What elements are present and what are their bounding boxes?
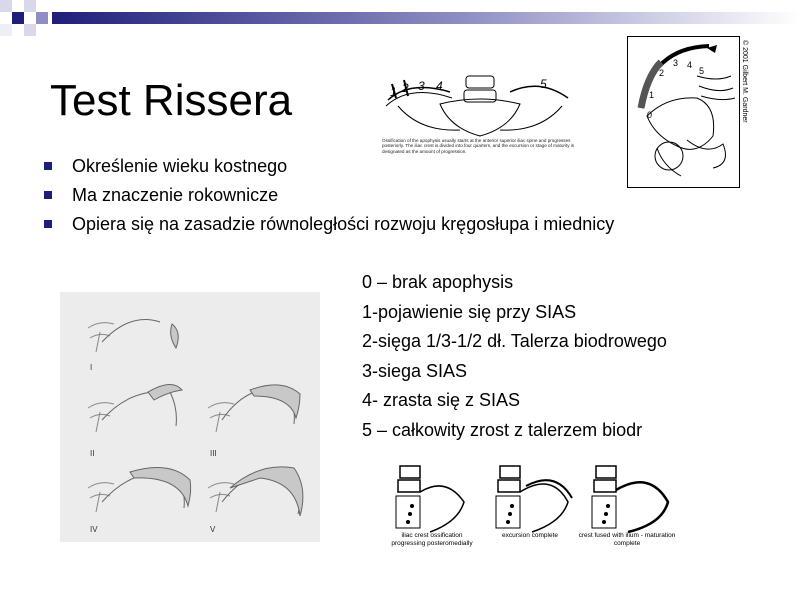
hip-number: 4 — [687, 60, 693, 70]
stage-sketch-label: IV — [90, 525, 98, 534]
stage-sketch-label: I — [90, 363, 93, 372]
pelvis-caption: Ossification of the apophysis usually starts at the anterior superior iliac spine and progresses posteriorly. The iliac crest is divided into four quarters, and the excursion or stage of maturity is designated as the amount of progression. — [382, 138, 575, 154]
hip-number: 2 — [659, 68, 665, 78]
stage-item: 5 – całkowity zrost z talerzem biodr — [362, 419, 643, 440]
stage-sketch-label: V — [210, 525, 216, 534]
stage-item: 3-siega SIAS — [362, 360, 468, 381]
stage-item: 4- zrasta się z SIAS — [362, 390, 521, 411]
stage-sketch-label: III — [210, 449, 217, 458]
hip-number: 0 — [647, 110, 653, 120]
bullet-item — [44, 181, 614, 210]
pelvis-number: 4 — [436, 79, 443, 93]
stage-item: 1-pojawienie się przy SIAS — [362, 301, 577, 322]
hip-number: 1 — [649, 90, 655, 100]
top-banner — [0, 0, 800, 40]
hip-number: 5 — [699, 66, 705, 76]
stage-list — [362, 268, 667, 446]
pelvis-number: 1 — [390, 85, 397, 99]
pelvis-number: 2 — [402, 81, 409, 95]
stage-item: 0 – brak apophysis — [362, 272, 514, 292]
stage-sketches — [60, 292, 320, 542]
iliac-panel-caption: iliac crest ossification progressing posteromedially — [391, 532, 473, 547]
bullet-text: Opiera się na zasadzie równoległości rozwoju kręgosłupa i miednicy — [72, 214, 615, 234]
hip-diagram — [627, 36, 747, 188]
bullet-marker — [44, 162, 52, 170]
bullet-marker — [44, 191, 52, 199]
hip-number: 3 — [673, 58, 679, 68]
bullet-text: Określenie wieku kostnego — [72, 156, 288, 176]
pelvis-number: 5 — [540, 77, 547, 91]
iliac-panel-caption: crest fused with ilium - maturation complete — [578, 532, 676, 547]
slide-title: Test Rissera — [50, 76, 293, 125]
pelvis-diagram — [380, 72, 578, 166]
stage-item: 2-sięga 1/3-1/2 dł. Talerza biodrowego — [362, 331, 667, 352]
hip-copyright: © 2001 Gilbert M. Gardner — [741, 40, 748, 123]
iliac-panel-caption: excursion complete — [502, 532, 558, 539]
stage-sketch-label: II — [90, 449, 95, 458]
bullet-text: Ma znaczenie rokownicze — [72, 185, 279, 205]
bullet-item — [44, 210, 614, 239]
pelvis-number: 3 — [418, 79, 425, 93]
iliac-crest-panels — [386, 462, 676, 554]
bullet-marker — [44, 220, 52, 228]
